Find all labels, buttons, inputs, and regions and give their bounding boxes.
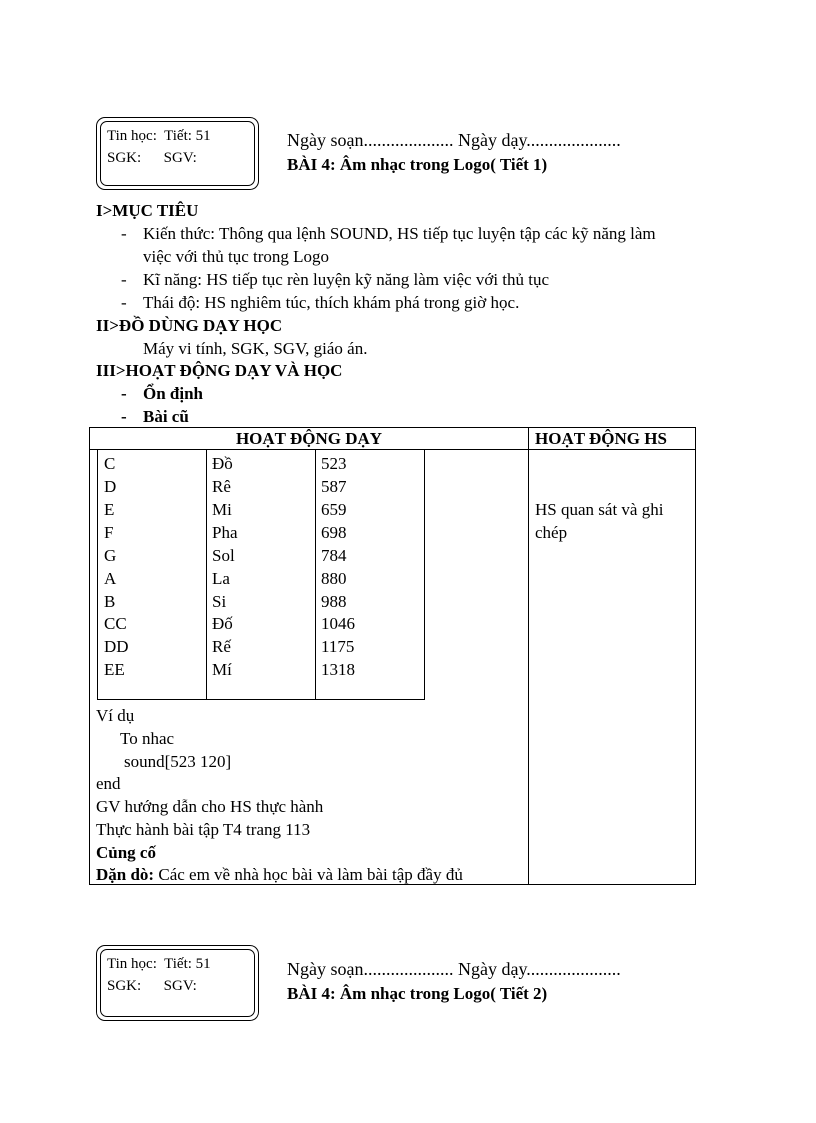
note-name: C: [104, 454, 116, 473]
note-solfege: La: [212, 569, 230, 588]
table-header-teacher: HOẠT ĐỘNG DẠY: [235, 429, 383, 448]
item-stabilize: Ổn định: [143, 384, 204, 403]
note-name: A: [104, 569, 117, 588]
homework-text: Các em về nhà học bài và làm bài tập đầy đủ: [154, 865, 463, 884]
note-frequency: 1175: [321, 637, 355, 656]
code-sound-line: sound[523 120]: [124, 752, 232, 771]
section-materials-heading: II>ĐỒ DÙNG DẠY HỌC: [96, 316, 283, 335]
homework-label: Dặn dò:: [96, 865, 155, 884]
objective-attitude: Thái độ: HS nghiêm túc, thích khám phá trong giờ học.: [143, 293, 520, 312]
note-frequency: 587: [321, 477, 347, 496]
example-label: Ví dụ: [96, 706, 135, 725]
note-name: G: [104, 546, 117, 565]
note-frequency: 880: [321, 569, 347, 588]
note-solfege: Rê: [212, 477, 231, 496]
note-solfege: Rế: [212, 637, 231, 656]
date-line: Ngày soạn.................... Ngày dạy.....................: [287, 130, 621, 150]
note-name: D: [104, 477, 117, 496]
section-activities-heading: III>HOẠT ĐỘNG DẠY VÀ HỌC: [96, 361, 343, 380]
bullet-dash: -: [121, 384, 127, 403]
objective-skill: Kĩ năng: HS tiếp tục rèn luyện kỹ năng làm việc với thủ tục: [143, 270, 550, 289]
lesson-title-2: BÀI 4: Âm nhạc trong Logo( Tiết 2): [287, 984, 548, 1003]
note-name: DD: [104, 637, 129, 656]
table-header-student: HOẠT ĐỘNG HS: [535, 429, 667, 448]
note-frequency: 659: [321, 500, 347, 519]
section-objectives-heading: I>MỤC TIÊU: [96, 201, 199, 220]
student-activity-line1: HS quan sát và ghi: [535, 500, 664, 519]
lesson-title: BÀI 4: Âm nhạc trong Logo( Tiết 1): [287, 155, 548, 174]
lesson-info-line1: Tin học: Tiết: 51: [107, 128, 211, 144]
homework-line: [96, 863, 463, 886]
note-frequency: 523: [321, 454, 347, 473]
code-to-line: To nhac: [120, 729, 175, 748]
date-line-2: Ngày soạn.................... Ngày dạy.....................: [287, 959, 621, 979]
note-frequency: 698: [321, 523, 347, 542]
note-name: F: [104, 523, 114, 542]
note-name: EE: [104, 660, 125, 679]
item-old-lesson: Bài cũ: [143, 407, 189, 426]
note-solfege: Pha: [212, 523, 238, 542]
note-solfege: Sol: [212, 546, 235, 565]
note-frequency: 1046: [321, 614, 355, 633]
note-name: CC: [104, 614, 127, 633]
note-name: E: [104, 500, 115, 519]
note-frequency: 784: [321, 546, 347, 565]
bullet-dash: -: [121, 407, 127, 426]
note-solfege: Mí: [212, 660, 232, 679]
note-solfege: Đồ: [212, 454, 233, 473]
objective-knowledge: Kiến thức: Thông qua lệnh SOUND, HS tiếp tục luyện tập các kỹ năng làm: [143, 224, 656, 243]
practice-text: Thực hành bài tập T4 trang 113: [96, 820, 311, 839]
materials-text: Máy vi tính, SGK, SGV, giáo án.: [143, 339, 368, 358]
lesson-info-line2: SGK: SGV:: [107, 150, 197, 166]
note-solfege: Mi: [212, 500, 232, 519]
bullet-dash: -: [121, 270, 127, 289]
note-solfege: Si: [212, 592, 227, 611]
lesson-info-box: [96, 117, 259, 190]
consolidate-heading: Củng cố: [96, 843, 156, 862]
lesson-info-line2: SGK: SGV:: [107, 978, 197, 994]
code-end-line: end: [96, 774, 121, 793]
objective-knowledge-cont: việc với thủ tục trong Logo: [143, 247, 330, 266]
student-activity-line2: chép: [535, 523, 568, 542]
lesson-info-box-2: [96, 945, 259, 1021]
note-frequency: 988: [321, 592, 347, 611]
note-name: B: [104, 592, 116, 611]
note-frequency: 1318: [321, 660, 355, 679]
bullet-dash: -: [121, 224, 127, 243]
lesson-info-line1: Tin học: Tiết: 51: [107, 956, 211, 972]
note-solfege: Đố: [212, 614, 233, 633]
guide-text: GV hướng dẫn cho HS thực hành: [96, 797, 324, 816]
bullet-dash: -: [121, 293, 127, 312]
